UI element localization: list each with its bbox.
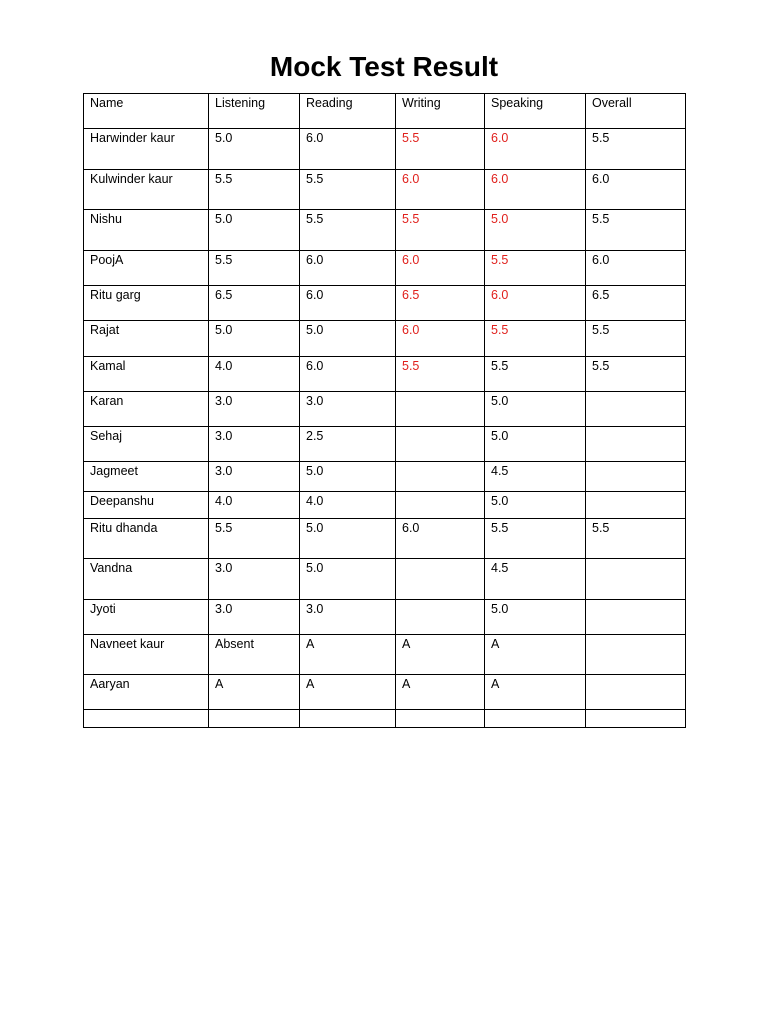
results-table — [83, 93, 686, 728]
cell-writing — [396, 559, 485, 600]
cell-listening: 5.0 — [209, 210, 300, 251]
cell-reading: 3.0 — [300, 392, 396, 427]
cell-name: Ritu dhanda — [84, 519, 209, 559]
cell-writing: 6.0 — [396, 519, 485, 559]
cell-writing — [396, 600, 485, 635]
cell-reading: 6.0 — [300, 286, 396, 321]
cell-writing: 5.5 — [396, 210, 485, 251]
cell-reading: 5.5 — [300, 170, 396, 210]
cell-overall: 5.5 — [586, 129, 686, 170]
cell-speaking: 5.0 — [485, 600, 586, 635]
cell-writing: 5.5 — [396, 129, 485, 170]
cell-listening: 5.0 — [209, 129, 300, 170]
table-row — [84, 392, 686, 427]
cell-overall: 6.0 — [586, 251, 686, 286]
cell-listening: 5.5 — [209, 170, 300, 210]
cell-speaking: A — [485, 675, 586, 710]
header-row — [84, 94, 686, 129]
cell-reading: 4.0 — [300, 492, 396, 519]
cell-reading: 6.0 — [300, 129, 396, 170]
table-row — [84, 427, 686, 462]
cell-listening: 5.0 — [209, 321, 300, 357]
cell-overall — [586, 427, 686, 462]
cell-speaking: 5.0 — [485, 392, 586, 427]
cell-listening: 6.5 — [209, 286, 300, 321]
table-row — [84, 129, 686, 170]
cell-speaking: A — [485, 635, 586, 675]
cell-listening: 3.0 — [209, 462, 300, 492]
cell-overall — [586, 675, 686, 710]
cell-overall: 5.5 — [586, 357, 686, 392]
cell-name: Harwinder kaur — [84, 129, 209, 170]
cell-reading: A — [300, 675, 396, 710]
column-header-name: Name — [84, 94, 209, 129]
cell-listening: 3.0 — [209, 600, 300, 635]
cell-speaking: 5.0 — [485, 492, 586, 519]
table-row — [84, 600, 686, 635]
cell-reading: 6.0 — [300, 251, 396, 286]
cell-overall — [586, 635, 686, 675]
cell-writing: 6.5 — [396, 286, 485, 321]
cell-overall — [586, 392, 686, 427]
cell-name: PoojA — [84, 251, 209, 286]
table-row — [84, 635, 686, 675]
cell-speaking: 5.0 — [485, 210, 586, 251]
cell-speaking: 5.5 — [485, 321, 586, 357]
cell-writing — [396, 492, 485, 519]
cell-speaking: 5.5 — [485, 519, 586, 559]
cell-name: Sehaj — [84, 427, 209, 462]
results-table-body — [84, 94, 686, 728]
cell-overall — [586, 710, 686, 728]
cell-speaking: 4.5 — [485, 462, 586, 492]
cell-speaking — [485, 710, 586, 728]
cell-writing — [396, 392, 485, 427]
cell-writing — [396, 427, 485, 462]
cell-listening: 3.0 — [209, 392, 300, 427]
table-row — [84, 710, 686, 728]
cell-overall: 6.5 — [586, 286, 686, 321]
column-header-writing: Writing — [396, 94, 485, 129]
cell-writing: 5.5 — [396, 357, 485, 392]
table-row — [84, 251, 686, 286]
cell-name: Jagmeet — [84, 462, 209, 492]
cell-name: Karan — [84, 392, 209, 427]
cell-reading: 6.0 — [300, 357, 396, 392]
table-row — [84, 492, 686, 519]
cell-reading: A — [300, 635, 396, 675]
table-row — [84, 519, 686, 559]
table-row — [84, 286, 686, 321]
table-row — [84, 210, 686, 251]
cell-name: Kulwinder kaur — [84, 170, 209, 210]
cell-overall — [586, 600, 686, 635]
cell-writing — [396, 710, 485, 728]
cell-writing: 6.0 — [396, 321, 485, 357]
cell-listening: 5.5 — [209, 251, 300, 286]
cell-name — [84, 710, 209, 728]
page-title: Mock Test Result — [269, 51, 499, 82]
cell-overall: 6.0 — [586, 170, 686, 210]
cell-reading: 5.0 — [300, 519, 396, 559]
cell-speaking: 5.0 — [485, 427, 586, 462]
cell-listening: 5.5 — [209, 519, 300, 559]
cell-listening: 3.0 — [209, 427, 300, 462]
table-row — [84, 559, 686, 600]
cell-reading: 2.5 — [300, 427, 396, 462]
cell-name: Aaryan — [84, 675, 209, 710]
cell-writing: 6.0 — [396, 170, 485, 210]
cell-name: Kamal — [84, 357, 209, 392]
cell-overall — [586, 492, 686, 519]
cell-listening — [209, 710, 300, 728]
cell-speaking: 5.5 — [485, 251, 586, 286]
table-row — [84, 357, 686, 392]
cell-speaking: 6.0 — [485, 170, 586, 210]
column-header-speaking: Speaking — [485, 94, 586, 129]
column-header-overall: Overall — [586, 94, 686, 129]
cell-overall: 5.5 — [586, 321, 686, 357]
cell-reading — [300, 710, 396, 728]
cell-speaking: 4.5 — [485, 559, 586, 600]
cell-overall — [586, 462, 686, 492]
cell-listening: 4.0 — [209, 492, 300, 519]
cell-name: Jyoti — [84, 600, 209, 635]
cell-reading: 5.5 — [300, 210, 396, 251]
cell-name: Nishu — [84, 210, 209, 251]
cell-listening: Absent — [209, 635, 300, 675]
cell-name: Ritu garg — [84, 286, 209, 321]
table-row — [84, 675, 686, 710]
cell-listening: 4.0 — [209, 357, 300, 392]
cell-writing: A — [396, 675, 485, 710]
cell-speaking: 5.5 — [485, 357, 586, 392]
cell-reading: 5.0 — [300, 559, 396, 600]
cell-writing: A — [396, 635, 485, 675]
cell-name: Deepanshu — [84, 492, 209, 519]
cell-overall: 5.5 — [586, 210, 686, 251]
cell-writing — [396, 462, 485, 492]
cell-writing: 6.0 — [396, 251, 485, 286]
table-row — [84, 462, 686, 492]
table-row — [84, 170, 686, 210]
cell-overall: 5.5 — [586, 519, 686, 559]
cell-name: Rajat — [84, 321, 209, 357]
column-header-listening: Listening — [209, 94, 300, 129]
cell-speaking: 6.0 — [485, 286, 586, 321]
cell-name: Vandna — [84, 559, 209, 600]
cell-listening: 3.0 — [209, 559, 300, 600]
cell-reading: 3.0 — [300, 600, 396, 635]
cell-listening: A — [209, 675, 300, 710]
cell-name: Navneet kaur — [84, 635, 209, 675]
cell-overall — [586, 559, 686, 600]
table-row — [84, 321, 686, 357]
cell-reading: 5.0 — [300, 321, 396, 357]
column-header-reading: Reading — [300, 94, 396, 129]
cell-reading: 5.0 — [300, 462, 396, 492]
cell-speaking: 6.0 — [485, 129, 586, 170]
